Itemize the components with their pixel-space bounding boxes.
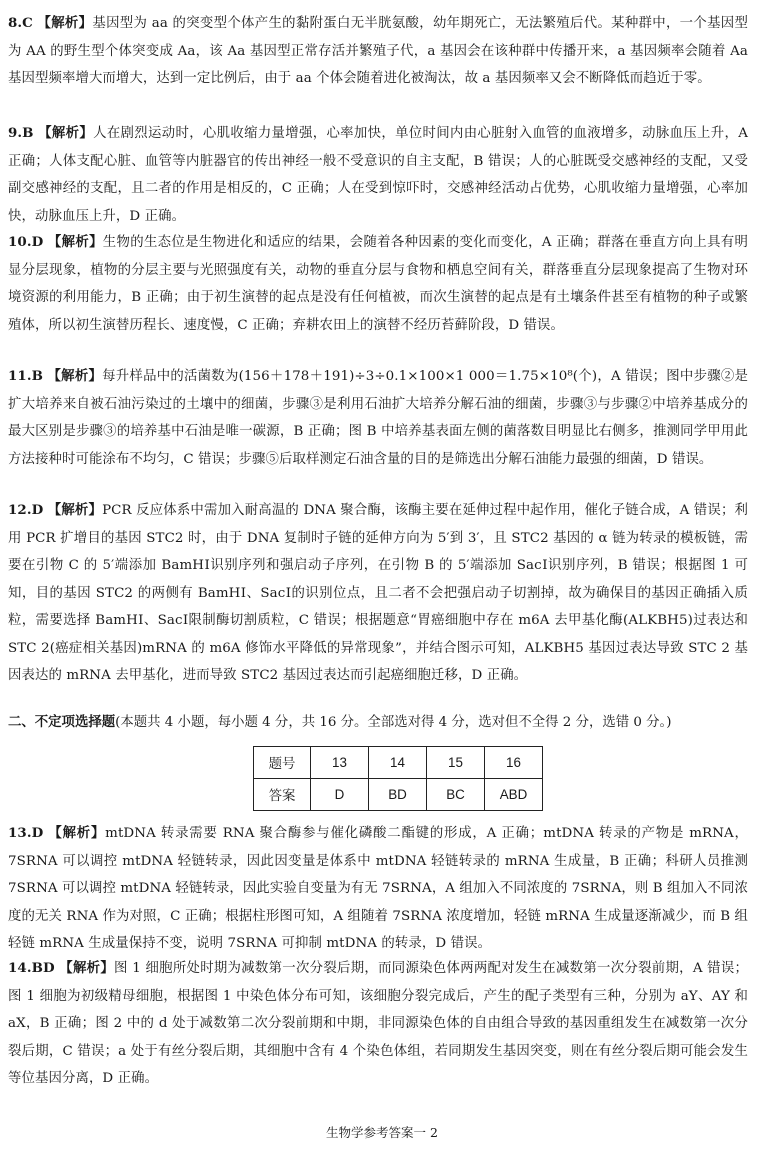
q9-tag: 【解析】 [38, 125, 94, 141]
table-cell: 14 [369, 747, 427, 779]
q9-number: 9.B [8, 125, 34, 141]
q11-text: 每升样品中的活菌数为(156＋178＋191)÷3÷0.1×100×1 000＝1.75×10⁸(个)，A 错误；图中步骤②是扩大培养来自被石油污染过的土壤中的细菌，步骤③是利用石油扩大培养分解石油的细菌，步骤③与步骤②中培养基成分的最大区别是步骤③的培养基中石油是唯一碳源，B 正确；图 B 中培养基表面左侧的菌落数目明显比右侧多，推测同学甲用此方法接种时可能涂布不均匀，C 错误；步骤⑤后取样测定石油含量的目的是筛选出分解石油能力最强的细菌，D 错误。 [8, 369, 749, 467]
answer-table-answer-row [254, 779, 543, 811]
table-cell: 题号 [254, 747, 311, 779]
section-2-title: 二、不定项选择题 [8, 714, 116, 730]
table-cell: D [311, 779, 369, 811]
q8-explanation [8, 10, 748, 93]
q11-explanation [8, 363, 748, 473]
q13-number: 13.D [8, 825, 44, 841]
q14-text: 图 1 细胞所处时期为减数第一次分裂后期，而同源染色体两两配对发生在减数第一次分裂前期，A 错误；图 1 细胞为初级精母细胞，根据图 1 中染色体分布可知，该细胞分裂完成后，产生的配子类型有三种，分别为 aY、AY 和 aX，B 正确；图 2 中的 d 处于减数第二次分裂前期和中期，非同源染色体的自由组合导致的基因重组发生在减数第一次分裂后期，C 错误；a 处于有丝分裂后期，其细胞中含有 4 个染色体组，若同期发生基因突变，则在有丝分裂后期可能会发生等位基因分离，D 正确。 [8, 961, 749, 1086]
table-cell: BD [369, 779, 427, 811]
answer-table [253, 746, 543, 811]
q8-number: 8.C [8, 15, 33, 31]
q12-text: PCR 反应体系中需加入耐高温的 DNA 聚合酶，该酶主要在延伸过程中起作用，催化子链合成，A 错误；利用 PCR 扩增目的基因 STC2 时，由于 DNA 复制时子链的延伸方向为 5′到 3′，且 STC2 基因的 α 链为转录的模板链，需要在引物 C 的 5′端添加 BamHⅠ识别序列和强启动子序列，在引物 B 的 5′端添加 SacⅠ识别序列，B 错误；根据图 1 可知，目的基因 STC2 的两侧有 BamHⅠ、SacⅠ的识别位点，且二者不会把强启动子切割掉，故为确保目的基因正确插入质粒，需要选择 BamHⅠ、SacⅠ限制酶切割质粒，C 错误；根据题意“胃癌细胞中存在 m6A 去甲基化酶(ALKBH5)过表达和 STC 2(癌症相关基因)mRNA 的 m6A 修饰水平降低的异常现象”，并结合图示可知，ALKBH5 基因过表达导致 STC 2 基因表达的 mRNA 去甲基化，进而导致 STC2 基因过表达而引起癌细胞迁移，D 正确。 [8, 503, 749, 683]
q14-tag: 【解析】 [59, 960, 115, 976]
q12-tag: 【解析】 [47, 502, 103, 518]
table-cell: 16 [485, 747, 543, 779]
table-cell: 答案 [254, 779, 311, 811]
table-cell: 13 [311, 747, 369, 779]
section-2-description: (本题共 4 小题，每小题 4 分，共 16 分。全部选对得 4 分，选对但不全得 2 分，选错 0 分。) [115, 715, 672, 730]
q10-number: 10.D [8, 234, 44, 250]
q8-tag: 【解析】 [37, 15, 93, 31]
q10-explanation [8, 229, 748, 339]
q14-explanation [8, 955, 748, 1093]
table-cell: BC [427, 779, 485, 811]
q10-tag: 【解析】 [47, 234, 103, 250]
answer-table-header-row [254, 747, 543, 779]
q8-text: 基因型为 aa 的突变型个体产生的黏附蛋白无半胱氨酸，幼年期死亡，无法繁殖后代。某种群中，一个基因型为 AA 的野生型个体突变成 Aa，该 Aa 基因型正常存活并繁殖子代，a 基因会在该种群中传播开来，a 基因频率会随着 Aa 基因型频率增大而增大，达到一定比例后，由于 aa 个体会随着进化被淘汰，故 a 基因频率又会不断降低而趋近于零。 [8, 16, 749, 86]
q13-explanation [8, 820, 748, 958]
table-cell: 15 [427, 747, 485, 779]
q14-number: 14.BD [8, 960, 55, 976]
q10-text: 生物的生态位是生物进化和适应的结果，会随着各种因素的变化而变化，A 正确；群落在垂直方向上具有明显分层现象，植物的分层主要与光照强度有关，动物的垂直分层与食物和栖息空间有关，群落垂直分层现象提高了生物对环境资源的利用能力，B 正确；由于初生演替的起点是没有任何植被，而次生演替的起点是有土壤条件甚至有植物的种子或繁殖体，所以初生演替历程长、速度慢，C 正确；弃耕农田上的演替不经历苔藓阶段，D 错误。 [8, 235, 749, 333]
q12-explanation [8, 497, 748, 690]
q11-number: 11.B [8, 368, 44, 384]
section-2-heading [8, 709, 758, 736]
q12-number: 12.D [8, 502, 44, 518]
q13-text: mtDNA 转录需要 RNA 聚合酶参与催化磷酸二酯键的形成，A 正确；mtDNA 转录的产物是 mRNA，7SRNA 可以调控 mtDNA 轻链转录，因此因变量是体系中 mtDNA 轻链转录的 mRNA 生成量，B 正确；科研人员推测 7SRNA 可以调控 mtDNA 轻链转录，因此实验自变量为有无 7SRNA，A 组加入不同浓度的 7SRNA，则 B 组加入不同浓度的无关 RNA 作为对照，C 正确；根据柱形图可知，A 组随着 7SRNA 浓度增加，轻链 mRNA 生成量逐渐减少，而 B 组轻链 mRNA 生成量保持不变，说明 7SRNA 可抑制 mtDNA 的转录，D 错误。 [8, 826, 748, 951]
q11-tag: 【解析】 [47, 368, 103, 384]
q9-explanation [8, 120, 748, 230]
q9-text: 人在剧烈运动时，心肌收缩力量增强，心率加快，单位时间内由心脏射入血管的血液增多，动脉血压上升，A 正确；人体支配心脏、血管等内脏器官的传出神经一般不受意识的自主支配，B 错误；人的心脏既受交感神经的支配，又受副交感神经的支配，且二者的作用是相反的，C 正确；人在受到惊吓时，交感神经活动占优势，心肌收缩力量增强，心率加快，动脉血压上升，D 正确。 [8, 126, 748, 224]
page-footer: 生物学参考答案一 2 [326, 1125, 438, 1140]
q13-tag: 【解析】 [48, 825, 106, 841]
table-cell: ABD [485, 779, 543, 811]
